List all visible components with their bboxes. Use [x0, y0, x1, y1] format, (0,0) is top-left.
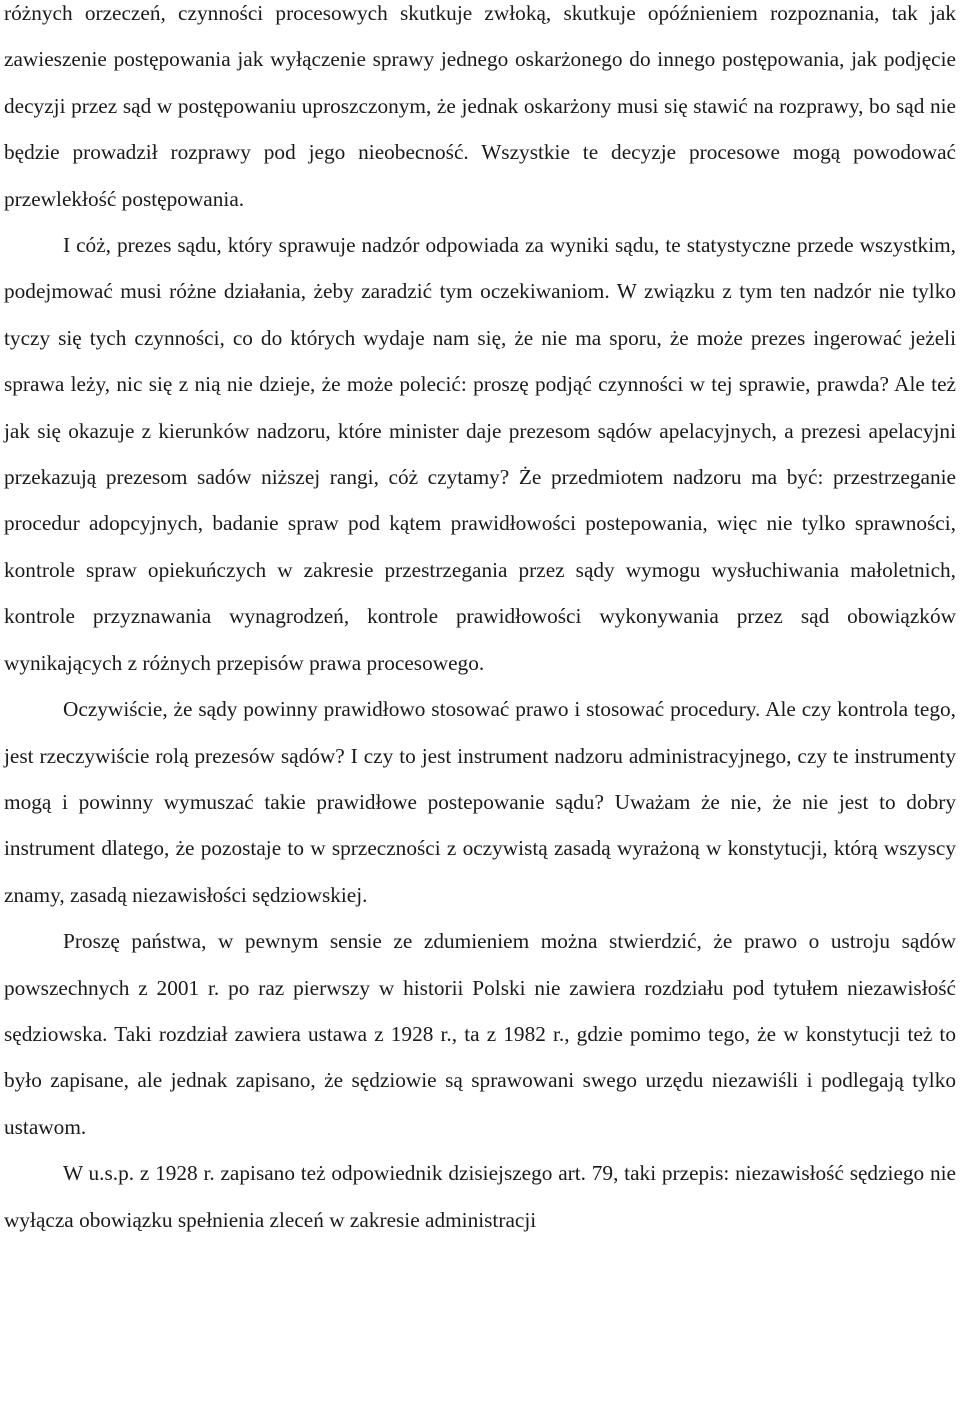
paragraph-2: I cóż, prezes sądu, który sprawuje nadzór odpowiada za wyniki sądu, te statystyczne przede wszystkim, podejmować musi różne działania, żeby zaradzić tym oczekiwaniom. W związku z tym ten nadzór nie tylko tyczy się tych czynności, co do których wydaje nam się, że nie ma sporu, że może prezes ingerować jeżeli sprawa leży, nic się z nią nie dzieje, że może polecić: proszę podjąć czynności w tej sprawie, prawda? Ale też jak się okazuje z kierunków nadzoru, które minister daje prezesom sądów apelacyjnych, a prezesi apelacyjni przekazują prezesom sadów niższej rangi, cóż czytamy? Że przedmiotem nadzoru ma być: przestrzeganie procedur adopcyjnych, badanie spraw pod kątem prawidłowości postepowania, więc nie tylko sprawności, kontrole spraw opiekuńczych w zakresie przestrzegania przez sądy wymogu wysłuchiwania małoletnich, kontrole przyznawania wynagrodzeń, kontrole prawidłowości wykonywania przez sąd obowiązków wynikających z różnych przepisów prawa procesowego.: [4, 233, 956, 675]
paragraph-4: Proszę państwa, w pewnym sensie ze zdumieniem można stwierdzić, że prawo o ustroju sądów powszechnych z 2001 r. po raz pierwszy w historii Polski nie zawiera rozdziału pod tytułem niezawisłość sędziowska. Taki rozdział zawiera ustawa z 1928 r., ta z 1982 r., gdzie pomimo tego, że w konstytucji też to było zapisane, ale jednak zapisano, że sędziowie są sprawowani swego urzędu niezawiśli i podlegają tylko ustawom.: [4, 929, 956, 1139]
paragraph-1: różnych orzeczeń, czynności procesowych skutkuje zwłoką, skutkuje opóźnieniem rozpoznania, tak jak zawieszenie postępowania jak wyłączenie sprawy jednego oskarżonego do innego postępowania, jak podjęcie decyzji przez sąd w postępowaniu uproszczonym, że jednak oskarżony musi się stawić na rozprawy, bo sąd nie będzie prowadził rozprawy pod jego nieobecność. Wszystkie te decyzje procesowe mogą powodować przewlekłość postępowania.: [4, 1, 956, 211]
paragraph-5: W u.s.p. z 1928 r. zapisano też odpowiednik dzisiejszego art. 79, taki przepis: niezawisłość sędziego nie wyłącza obowiązku spełnienia zleceń w zakresie administracji: [4, 1161, 956, 1232]
paragraph-3: Oczywiście, że sądy powinny prawidłowo stosować prawo i stosować procedury. Ale czy kontrola tego, jest rzeczywiście rolą prezesów sądów? I czy to jest instrument nadzoru administracyjnego, czy te instrumenty mogą i powinny wymuszać takie prawidłowe postepowanie sądu? Uważam że nie, że nie jest to dobry instrument dlatego, że pozostaje to w sprzeczności z oczywistą zasadą wyrażoną w konstytucji, którą wszyscy znamy, zasadą niezawisłości sędziowskiej.: [4, 697, 956, 907]
